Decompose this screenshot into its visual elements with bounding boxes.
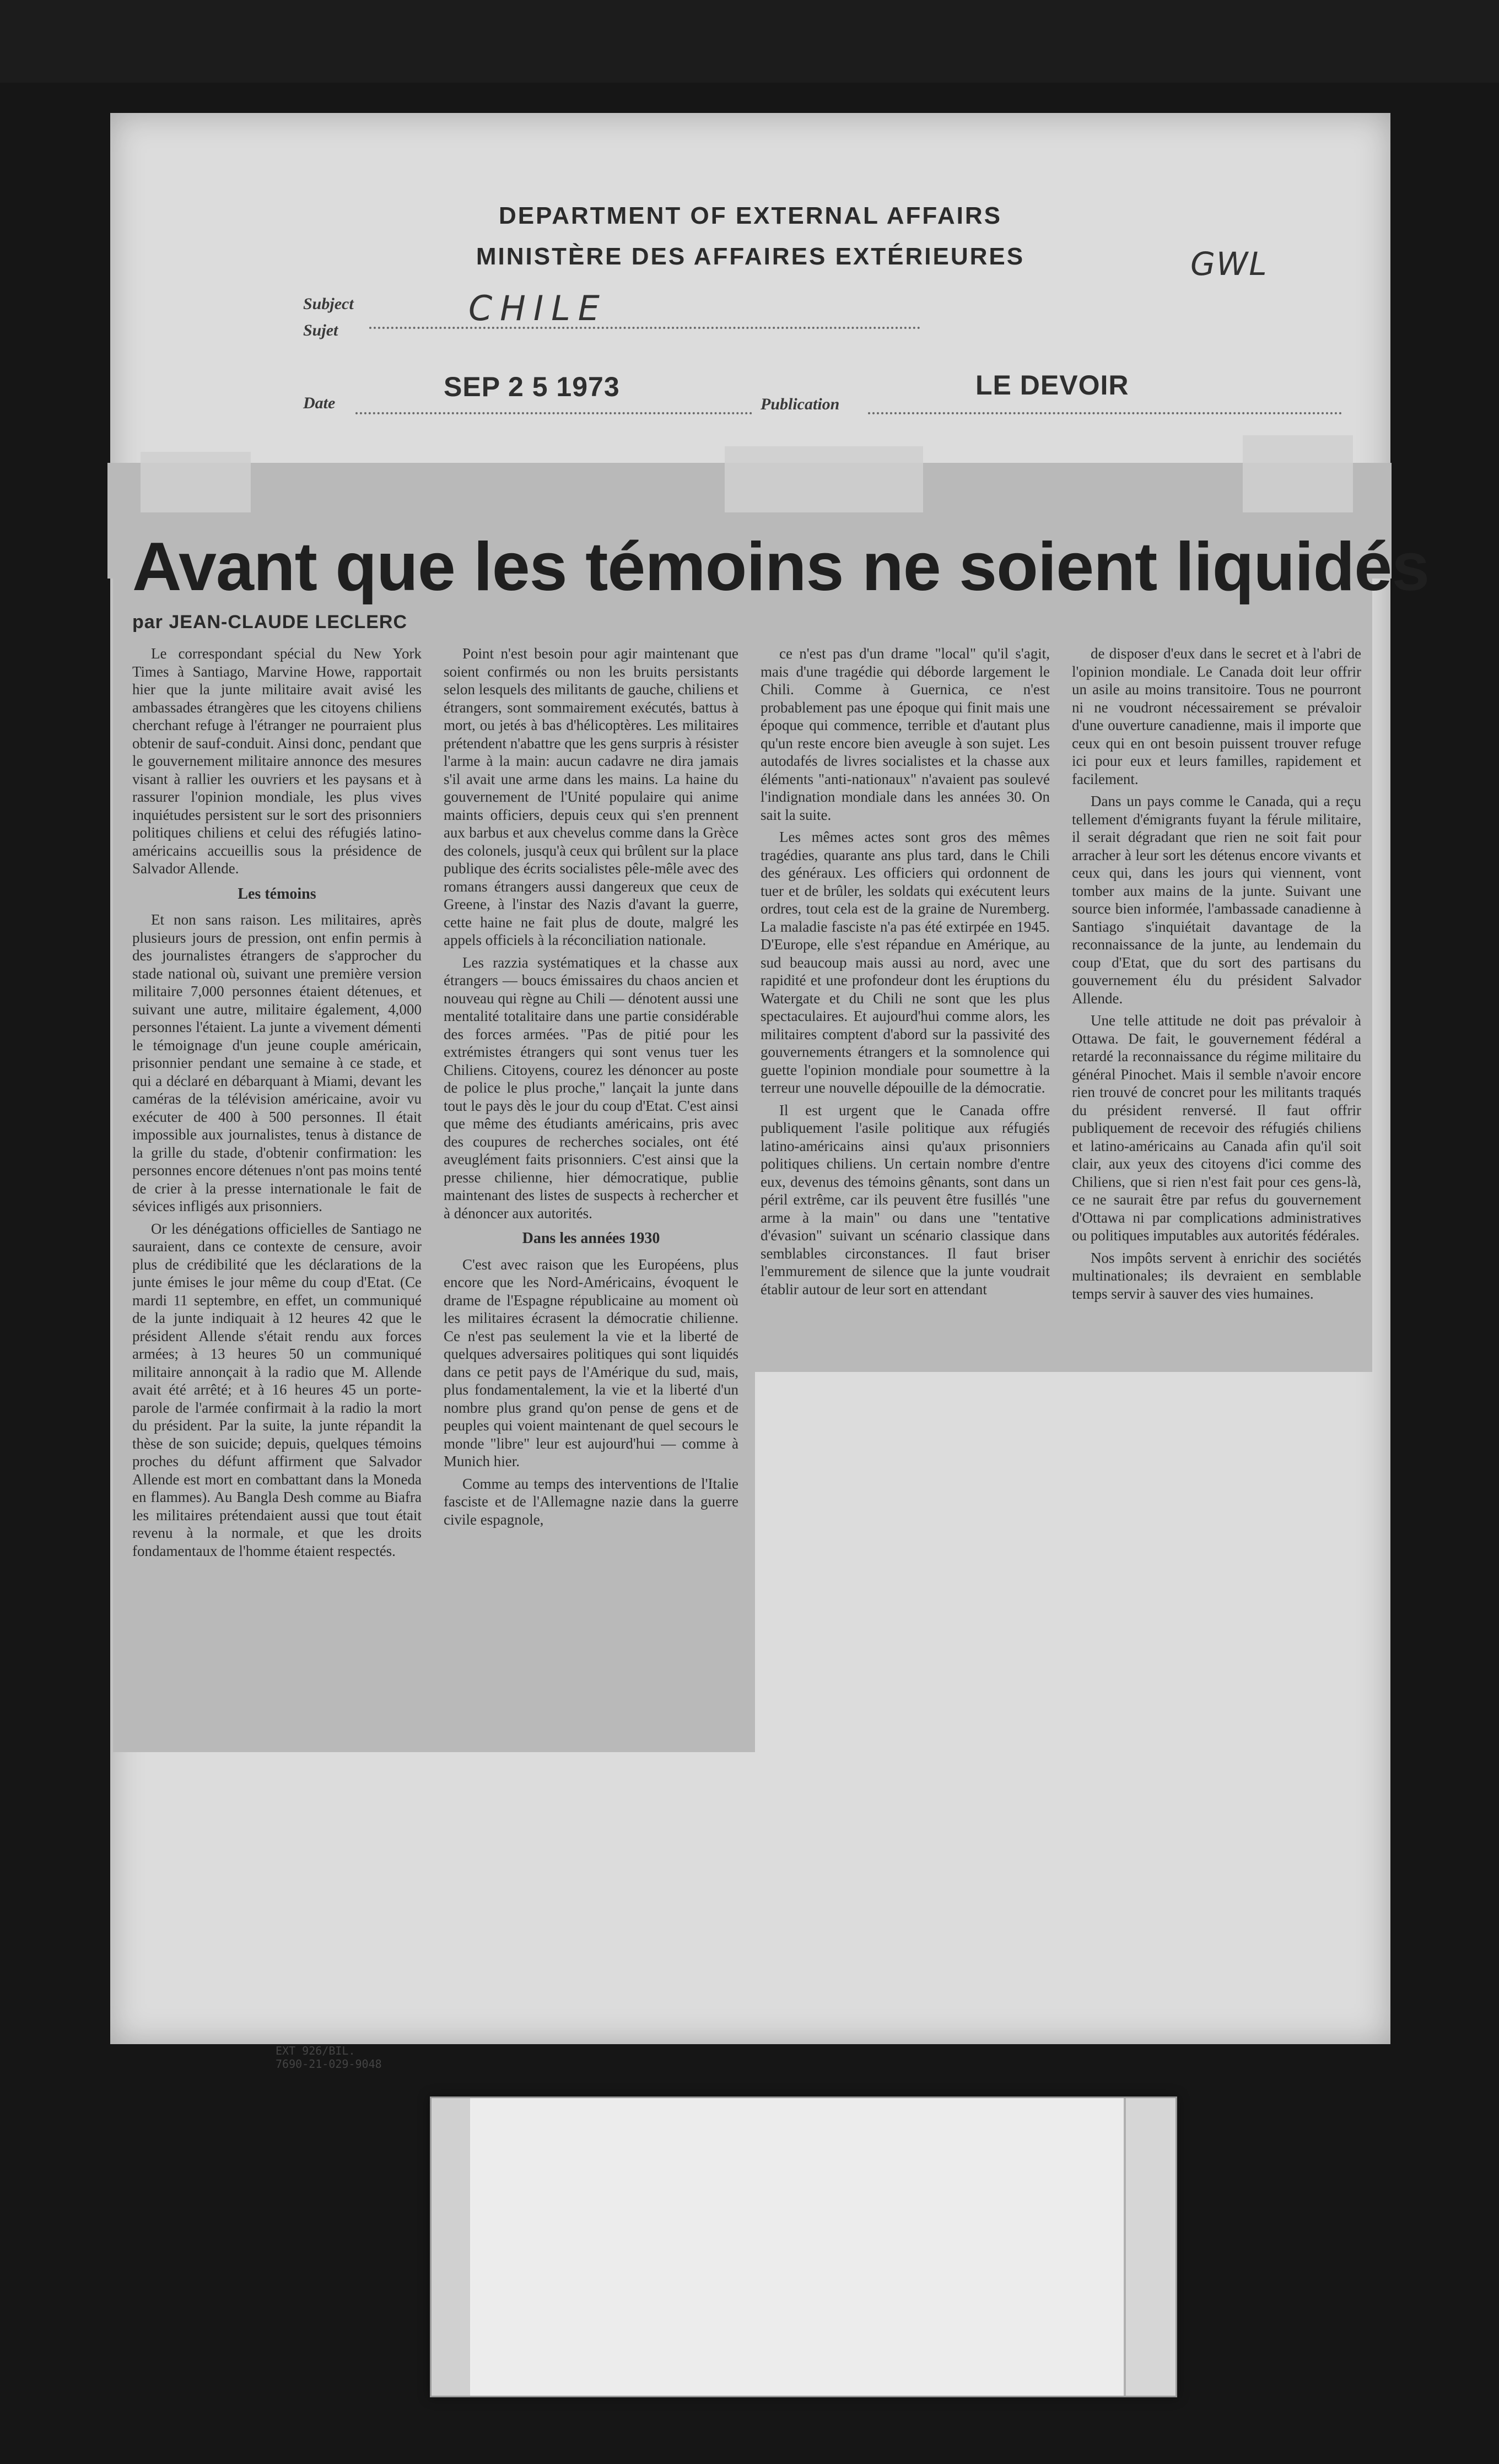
form-number: 7690-21-029-9048 <box>276 2057 382 2071</box>
subheading-les-temoins: Les témoins <box>238 885 316 903</box>
date-value: SEP 2 5 1973 <box>444 371 620 402</box>
paragraph: de disposer d'eux dans le secret et à l'abri de l'opinion mondiale. Le Canada doit leur offrir un asile au moins transitoire. Tous ne pourront ni ne voudront nécessairement se prévaloir d'une ouverture canadienne, mais il importe que ceux qui en ont besoin puissent trouver refuge ici pour eux et leurs familles, rapidement et facilement. <box>1072 645 1361 787</box>
form-code-stamp <box>276 2044 382 2071</box>
subject-label: Subject <box>303 295 354 313</box>
department-title-fr: MINISTÈRE DES AFFAIRES EXTÉRIEURES <box>476 243 1025 270</box>
article-column-3 <box>761 645 1050 1366</box>
newspaper-clipping <box>107 402 1430 1752</box>
article-column-4 <box>1072 645 1361 1366</box>
form-code: EXT 926/BIL. <box>276 2044 355 2057</box>
paragraph: Les mêmes actes sont gros des mêmes tragédies, quarante ans plus tard, dans le Chili des généraux. Les officiers qui ordonnent de tuer et de brûler, les soldats qui exécutent leurs ordres, tout cela est de la graine de Nuremberg. La maladie fasciste n'a pas été extirpée en 1945. D'Europe, elle s'est répandue en Amérique, au sud beaucoup mais aussi au nord, avec une rapidité et une profondeur dont les éruptions du Watergate et du Chili ne sont que les plus spectaculaires. Et aujourd'hui comme alors, les militaires comptent d'abord sur la passivité des gouvernements étrangers et la somnolence qui guette l'opinion mondiale pour soumettre à la terreur une nouvelle dépouille de la démocratie. <box>761 829 1050 1096</box>
paragraph: Il est urgent que le Canada offre publiquement l'asile politique aux réfugiés latino-américains ainsi qu'aux prisonniers politiques chiliens. Un certain nombre d'entre eux, devenus des témoins gênants, sont dans un péril extrême, car ils peuvent être fusillés "une arme à la main" ou dans une "tentative d'évasion" suivant un scénario classique dans semblables circonstances. Il faut briser l'emmurement de silence que la junte voudrait établir autour de leur sort en attendant <box>761 1101 1050 1298</box>
paragraph: C'est avec raison que les Européens, plus encore que les Nord-Américains, évoquent le drame de l'Espagne républicaine au moment où les militaires écrasent la démocratie chilienne. Ce n'est pas seulement la vie et la liberté de quelques adversaires politiques qui sont liquidés dans ce petit pays de l'Amérique du sud, mais, plus fondamentalement, la vie et la liberté d'un nombre plus grand qu'on pense de gens et de peuples qui voient maintenant de quel secours le monde "libre" leur est aujourd'hui — comme à Munich hier. <box>444 1256 738 1469</box>
paragraph: Et non sans raison. Les militaires, après plusieurs jours de pression, ont enfin permis à des journalistes étrangers de s'approcher du stade national où, suivant une première version militaire 7,000 personnes étaient détenues, et suivant une autre, militaire également, 4,000 personnes l'étaient. La junte a vivement démenti le témoignage d'un jeune couple américain, prisonnier pendant une semaine à ce stade, et qui a déclaré en débarquant à Miami, devant les caméras de la télévision américaine, avoir vu exécuter de 400 à 500 personnes. Il était impossible aux journalistes, tenus à distance de la grille du stade, d'obtenir confirmation: les personnes encore détenues n'ont pas moins tenté de crier à la presse internationale le fait de sévices infligés aux prisonniers. <box>132 911 422 1214</box>
paragraph: Comme au temps des interventions de l'Italie fasciste et de l'Allemagne nazie dans la guerre civile espagnole, <box>444 1475 738 1528</box>
article-byline: par JEAN-CLAUDE LECLERC <box>132 612 408 633</box>
date-label: Date <box>303 394 336 412</box>
publication-label: Publication <box>761 395 840 413</box>
envelope-body <box>470 2098 1126 2396</box>
handwritten-initials: GWL <box>1190 245 1268 283</box>
paragraph: Point n'est besoin pour agir maintenant que soient confirmés ou non les bruits persistants selon lesquels des militants de gauche, chiliens et étrangers, sont sommairement exécutés, battus à mort, ou jetés à bas d'hélicoptères. Les militaires prétendent n'abattre que les gens surpris à résister l'arme à la main: aucun cadavre ne dira jamais s'il avait une arme dans les mains. La haine du gouvernement de l'Unité populaire qui anime maints officiers, depuis ceux qui s'en prennent aux barbus et aux chevelus comme dans la Grèce des colonels, jusqu'à ceux qui brûlent sur la place publique des écrits socialistes pêle-mêle avec des romans étrangers aussi dangereux que ceux de Greene, à l'instar des Nazis d'avant la guerre, cette haine ne fait plus de doute, malgré les appels officiels à la réconciliation nationale. <box>444 645 738 948</box>
subheading-annees-1930: Dans les années 1930 <box>522 1230 660 1247</box>
film-border <box>0 0 1499 83</box>
publication-value: LE DEVOIR <box>975 370 1129 401</box>
subject-value: CHILE <box>468 288 607 328</box>
tape-piece <box>141 452 251 512</box>
article-column-1 <box>132 645 422 1736</box>
envelope-left-edge <box>432 2098 470 2396</box>
paragraph: ce n'est pas d'un drame "local" qu'il s'agit, mais d'une tragédie qui déborde largement le Chili. Comme à Guernica, ce n'est probablement pas une époque qui finit mais une époque qui commence, terrible et d'autant plus qu'un reste encore bien aveugle à son sujet. Les autodafés de livres socialistes et la chasse aux éléments "anti-nationaux" n'avaient pas soulevé l'indignation mondiale dans les années 30. On sait la suite. <box>761 645 1050 823</box>
paragraph: Nos impôts servent à enrichir des sociétés multinationales; ils devraient en semblable temps servir à sauver des vies humaines. <box>1072 1249 1361 1302</box>
subject-line <box>369 327 920 329</box>
paragraph: Or les dénégations officielles de Santiago ne sauraient, dans ce contexte de censure, avoir plus de crédibilité que les déclarations de la junte émises le jour même du coup d'Etat. (Ce mardi 11 septembre, en effet, un communiqué de la junte indiquait à 12 heures 42 que le président Allende s'était rendu aux forces armées; à 13 heures 50 un communiqué militaire annonçait à la radio que M. Allende avait été arrêté; et à 16 heures 45 un porte-parole de l'armée confirmait à la radio la mort du président. Par la suite, la junte répandit la thèse de son suicide; depuis, quelques témoins proches du défunt affirment que Salvador Allende est mort en combattant dans la Moneda en flammes). Au Bangla Desh comme au Biafra les militaires prétendaient aussi que tout était revenu à la normale, et que les droits fondamentaux de l'homme étaient respectés. <box>132 1220 422 1559</box>
paragraph: Dans un pays comme le Canada, qui a reçu tellement d'émigrants fuyant la férule militaire, il serait dégradant que rien ne soit fait pour arracher à leur sort les détenus encore vivants et ceux qui, dans les jours qui viennent, vont tomber aux mains de la junte. Suivant une source bien informée, l'ambassade canadienne à Santiago s'inquiétait davantage de la reconnaissance de la junte, au lendemain du coup d'Etat, que du sort des partisans du gouvernement élu du président Salvador Allende. <box>1072 793 1361 1007</box>
department-title-en: DEPARTMENT OF EXTERNAL AFFAIRS <box>499 202 1002 229</box>
envelope-fragment <box>430 2096 1177 2397</box>
paragraph: Les razzia systématiques et la chasse aux étrangers — boucs émissaires du chaos ancien et nouveau qui règne au Chili — dénotent aussi une mentalité totalitaire dans une partie considérable des forces armées. "Pas de pitié pour les extrémistes étrangers qui sont venus tuer les Chiliens. Citoyens, courez les dénoncer au poste de police le plus proche," lançait la junte dans tout le pays dès le jour du coup d'Etat. C'est ainsi que même des étudiants américains, pris avec des coupures de recherches sociales, ont été aveuglément faits prisonniers. C'est ainsi que la presse chilienne, hier démocratique, publie maintenant des listes de suspects à rechercher et à dénoncer aux autorités. <box>444 954 738 1222</box>
paragraph: Le correspondant spécial du New York Times à Santiago, Marvine Howe, rapportait hier que la junte militaire avait avisé les ambassades étrangères que les citoyens chiliens cherchant refuge à l'étranger ne pourraient plus obtenir de sauf-conduit. Ainsi donc, pendant que le gouvernement militaire annonce des mesures visant à rallier les ouvriers et les paysans et à rassurer l'opinion mondiale, les plus vives inquiétudes persistent sur le sort des prisonniers politiques chiliens et celui des réfugiés latino-américains accueillis sous la présidence de Salvador Allende. <box>132 645 422 877</box>
paragraph: Une telle attitude ne doit pas prévaloir à Ottawa. De fait, le gouvernement fédéral a retardé la reconnaissance du régime militaire du général Pinochet. Mais il semble n'avoir encore rien trouvé de concret pour les militants traqués du président renversé. Il faut offrir publiquement de recevoir des réfugiés chiliens et latino-américains au Canada afin qu'il soit clair, aux yeux des citoyens d'ici comme des Chiliens, que si rien n'est fait pour ces gens-là, ce ne saurait être par refus du gouvernement d'Ottawa ni par complications administratives ou politiques imputables aux autorités fédérales. <box>1072 1012 1361 1244</box>
article-headline: Avant que les témoins ne soient liquidés <box>132 529 1430 605</box>
article-column-2 <box>444 645 738 1736</box>
sujet-label: Sujet <box>303 321 338 339</box>
tape-piece <box>725 446 923 512</box>
envelope-right-flap <box>1124 2098 1176 2396</box>
tape-piece <box>1243 435 1353 512</box>
